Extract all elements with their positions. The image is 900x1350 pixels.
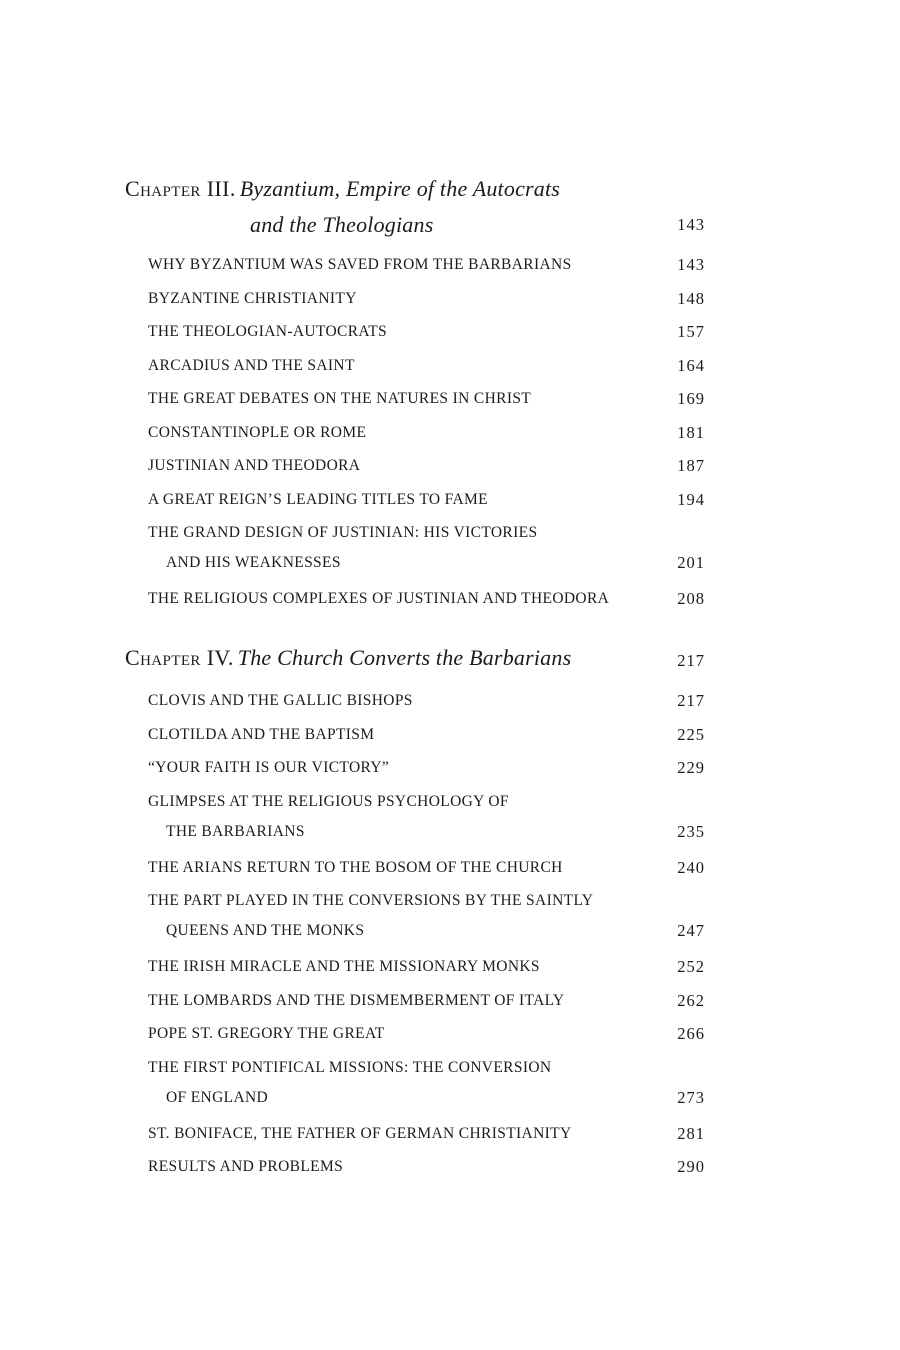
entry-title-line: A GREAT REIGN’S LEADING TITLES TO FAME: [148, 490, 488, 508]
entry-title-line: THE GREAT DEBATES ON THE NATURES IN CHRIST: [148, 390, 532, 407]
chapter-page-number: 143: [677, 215, 705, 234]
entry-page-number: 240: [677, 857, 705, 877]
entry-title-line: THE FIRST PONTIFICAL MISSIONS: THE CONVERSION: [148, 1058, 552, 1076]
entry-page-number: 181: [677, 422, 705, 442]
entry-title: [148, 757, 389, 778]
entry-title-line: “YOUR FAITH IS OUR VICTORY”: [148, 759, 390, 776]
entry-title: [148, 388, 531, 409]
chapter-title: The Church Converts the Barbarians: [237, 645, 572, 670]
entry-title: [148, 890, 593, 941]
chapter-heading-text: [125, 176, 561, 201]
chapter-block: [125, 641, 705, 1177]
entry-page-number: 169: [677, 389, 705, 408]
entry-title-line: THE IRISH MIRACLE AND THE MISSIONARY MONKS: [148, 958, 540, 975]
entry-title-line: POPE ST. GREGORY THE GREAT: [148, 1025, 385, 1042]
entry-title: [148, 355, 355, 376]
toc-entry-row: [148, 690, 705, 711]
toc-entry-row: [148, 956, 705, 977]
entry-title: [148, 724, 374, 745]
entry-page-number: 247: [677, 921, 705, 940]
entry-page-number: 194: [677, 489, 705, 509]
toc-entry-row: [148, 388, 705, 409]
entry-title: [148, 422, 366, 443]
entry-title-continuation: AND HIS WEAKNESSES: [166, 554, 341, 571]
entry-title-line: THE RELIGIOUS COMPLEXES OF JUSTINIAN AND THEODORA: [148, 590, 610, 607]
toc-entry-row: [148, 489, 705, 510]
entry-title-line: THE THEOLOGIAN-AUTOCRATS: [148, 323, 388, 340]
toc-entry-row: [148, 757, 705, 778]
chapter-title: Byzantium, Empire of the Autocrats: [239, 176, 561, 201]
entry-page-number: 290: [677, 1157, 705, 1176]
entry-title-line: THE LOMBARDS AND THE DISMEMBERMENT OF ITALY: [148, 991, 565, 1009]
entry-page-number: 252: [677, 957, 705, 976]
chapter-page-number: 217: [677, 651, 705, 670]
toc-entry-row: [148, 890, 705, 941]
entry-title: [148, 489, 488, 510]
entry-title-continuation: QUEENS AND THE MONKS: [166, 922, 365, 939]
entry-page-number: 235: [677, 821, 705, 841]
entry-page-number: 217: [677, 691, 705, 710]
entry-page-number: 164: [677, 355, 705, 375]
entry-title-line: GLIMPSES AT THE RELIGIOUS PSYCHOLOGY OF: [148, 792, 509, 810]
entry-title-line: BYZANTINE CHRISTIANITY: [148, 289, 357, 307]
entry-page-number: 281: [677, 1123, 705, 1143]
entry-page-number: 208: [677, 589, 705, 608]
toc-entry-row: [148, 522, 705, 573]
entry-title: [148, 990, 564, 1011]
entry-title-line: WHY BYZANTIUM WAS SAVED FROM THE BARBARIANS: [148, 256, 572, 273]
entry-title-line: CLOVIS AND THE GALLIC BISHOPS: [148, 692, 413, 709]
entry-page-number: 148: [677, 288, 705, 308]
entry-page-number: 157: [677, 322, 705, 341]
entry-title: [148, 791, 509, 842]
entry-title: [148, 321, 387, 342]
entry-title-continuation: OF ENGLAND: [166, 1088, 269, 1106]
toc-entry-row: [148, 254, 705, 275]
entry-title-line: THE PART PLAYED IN THE CONVERSIONS BY THE SAINTLY: [148, 892, 594, 909]
entry-title-line: THE ARIANS RETURN TO THE BOSOM OF THE CHURCH: [148, 858, 563, 876]
entry-title: [148, 857, 563, 878]
entry-title-line: RESULTS AND PROBLEMS: [148, 1158, 344, 1175]
entry-title: [148, 522, 537, 573]
table-of-contents: [125, 172, 705, 1190]
entry-title-line: THE GRAND DESIGN OF JUSTINIAN: HIS VICTORIES: [148, 524, 538, 541]
toc-entry-row: [148, 1023, 705, 1044]
entry-page-number: 201: [677, 553, 705, 572]
entry-title: [148, 956, 540, 977]
entry-page-number: 273: [677, 1087, 705, 1107]
chapter-label: Chapter III.: [125, 176, 236, 201]
entry-title-line: JUSTINIAN AND THEODORA: [148, 457, 361, 474]
entry-title-line: ST. BONIFACE, THE FATHER OF GERMAN CHRISTIANITY: [148, 1124, 572, 1142]
toc-entry-row: [148, 455, 705, 476]
toc-entry-row: [148, 1156, 705, 1177]
entry-title-continuation: THE BARBARIANS: [166, 822, 305, 840]
toc-entry-row: [148, 724, 705, 745]
entry-title: [148, 1123, 571, 1144]
entry-title-line: CONSTANTINOPLE OR ROME: [148, 423, 367, 441]
toc-entry-row: [148, 588, 705, 609]
chapter-heading: [125, 172, 705, 208]
entry-page-number: 229: [677, 758, 705, 777]
chapter-heading-continued: [125, 208, 705, 241]
chapter-block: [125, 172, 705, 609]
entry-page-number: 143: [677, 255, 705, 274]
entry-title: [148, 588, 609, 609]
entry-title: [148, 288, 357, 309]
entry-page-number: 266: [677, 1024, 705, 1043]
toc-entry-row: [148, 857, 705, 878]
entry-title: [148, 254, 572, 275]
entry-title: [148, 1023, 385, 1044]
entry-title: [148, 455, 360, 476]
toc-entry-row: [148, 355, 705, 376]
toc-entry-row: [148, 321, 705, 342]
toc-entry-row: [148, 1057, 705, 1108]
entry-page-number: 225: [677, 724, 705, 744]
toc-entry-row: [148, 1123, 705, 1144]
chapter-heading: [125, 641, 705, 677]
entry-page-number: 187: [677, 456, 705, 475]
entry-title: [148, 1156, 343, 1177]
toc-entry-row: [148, 791, 705, 842]
entry-page-number: 262: [677, 990, 705, 1010]
entry-title: [148, 690, 413, 711]
toc-entry-row: [148, 422, 705, 443]
chapter-label: Chapter IV.: [125, 645, 234, 670]
chapter-title-continued: and the Theologians: [250, 212, 434, 237]
toc-entry-row: [148, 288, 705, 309]
entry-title-line: ARCADIUS AND THE SAINT: [148, 356, 355, 374]
toc-entry-row: [148, 990, 705, 1011]
chapter-heading-text: [125, 641, 571, 677]
entry-title: [148, 1057, 551, 1108]
entry-title-line: CLOTILDA AND THE BAPTISM: [148, 725, 375, 743]
